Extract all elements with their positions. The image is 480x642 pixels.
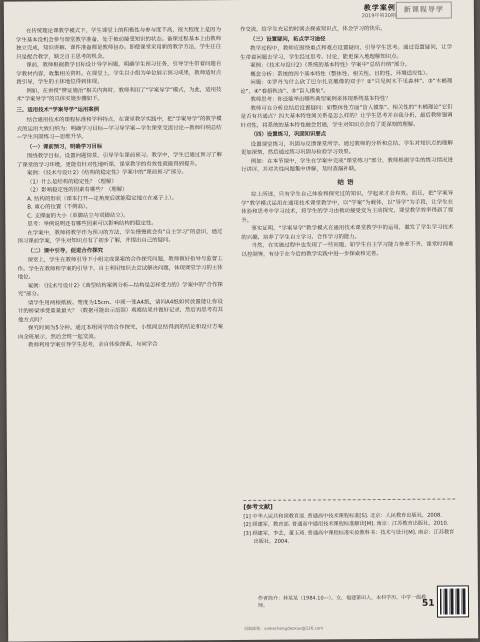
paragraph: 课堂上，学生在教师引导下小组完成课案的合作探究问题，教师做好指导与监督工作。学生在教师和学案的引导下，自主利用知识去尝试解决问题，体现课堂学习的主体地位。 — [17, 256, 223, 281]
left-column — [16, 26, 223, 350]
paragraph: 设置课堂练习，巩固与反馈课堂所学。通过教师的分析和总结，学生对知识点的理解更加深刻，然后通过练习巩固与检验学习效果。 — [240, 140, 453, 156]
references-title: [参考文献] — [243, 503, 273, 511]
journal-logo: 新课程导学 — [396, 2, 452, 19]
page-number: 51 — [421, 598, 435, 609]
issue-label: 2019年第30期 — [361, 12, 396, 20]
paragraph: 案例：《技术与设计2》《结构的稳定性》学案中的“课前预习”部分。 — [26, 169, 187, 177]
paragraph: 案例：《技术与设计2》《典型结构案例分析—结构是怎样受力的》学案中的“合作探究”部分。 — [17, 281, 223, 298]
paragraph: 请学生用两根纸板、宽度为15cm、中间一张A4纸，请问A4纸如何放置能让你设计的桥梁承受重量最大？（数据可能出示范围）观察结果并做好记录，然后再思考有其他方式吗？ — [17, 298, 223, 324]
paragraph: 例如，在讲授“辨证施治”相关内容时，教师利用了“学案导学”模式，为此，适用技术“学案导学”的具体实施步骤如下。 — [16, 86, 222, 103]
qr-code-icon — [438, 586, 468, 616]
paragraph: 在学案中，教师将教学作为预习的方法，学生慢慢就会有“自主学习”的意识，通过预习课前学案，学生对知识点有了初步了解，并提出自己的疑问。 — [17, 228, 223, 245]
option-item: C. 支撑面的大小（单脚站立与双脚站立）。 — [27, 212, 129, 219]
section-heading: 三、适用技术“学案导学”运用案例 — [16, 106, 100, 114]
conclusion-heading: 结语 — [337, 177, 357, 186]
paragraph: 教师利用学案引导学生思考，亲自体验探索，与同学合 — [28, 341, 158, 349]
right-column — [240, 25, 454, 259]
option-item: A. 结构的形状（课本打开—定角度后就能稳定地立在桌子上）。 — [27, 194, 178, 202]
question-item: （2）影响稳定性的因素有哪些？（理解） — [27, 186, 128, 194]
paragraph: 课前，教师根据教学目标设计导学问题，明确学生预习任务，引导学生带着问题自学教材内容，收集相关资料。在课堂上，学生以小组为单位展示预习成果，教师适时点拨引导，学生的主体地位得到体现。 — [16, 61, 222, 86]
journal-section: 教学案例 — [363, 3, 396, 13]
paragraph: 教师可在分析总结后设置疑问：如整体性方面“盲人摸象”、相关性的“木桶理论”它们是否有共通点？四大基本特性间关系是怎么样的？让学生思考并自我分析，最后教师强调针对性，将系统的基本特性融会贯通，学生对知识点会有了更深刻的理解。 — [240, 104, 453, 129]
paragraph: 事实证明，“学案导学”教学模式在通用技术课堂教学中的运用，激发了学生学习技术的兴趣，培养了学生自主学习、合作学习的能力。 — [241, 224, 454, 241]
paragraph: 教师思考：你还能举出哪些典型案例来体现系统基本特性？ — [250, 95, 391, 103]
references — [243, 499, 455, 546]
paragraph: 结合通用技术的课程标准和学科特点，在课堂教学实践中，把“学案导学”的教学模式的运用大致归纳为：明确学习目标—学习导学案—学生课堂交流讨论—教师归纳总结—学生巩固练习—思维升华。 — [16, 116, 222, 141]
paragraph: 思考：举例说明还有哪些因素可以影响结构的稳定性。 — [27, 220, 157, 228]
reference-item: [3] 顾建军，李艺，董玉琦. 普通高中课程标准实验教科书：技术与设计[M]. 南京：江苏教育出版社，2004. — [243, 529, 455, 545]
paragraph: 综上所述，只有学生自己体验和探究过的知识，学起来才会有效。而且，把“学案导学”教学模式运用在通用技术课堂教学中，以“学案”为载体，以“导学”为手段，让学生在体验和思考中学习技术，将学生的学习由被动接受变为主动探究，课堂教学效率得到了提升。 — [241, 190, 454, 224]
page-header — [4, 0, 474, 24]
reference-item: [1] 中华人民共和国教育部. 普通高中技术课程标准[S]. 北京：人民教育出版社，2008. — [243, 512, 443, 521]
paragraph: 当然，在实施过程中也发现了一些问题，如学生自主学习能力参差不齐、课堂时间难以控制等，有待于在今后的教学实践中进一步探索和完善。 — [241, 241, 454, 258]
paragraph: 问题：①罗丹为什么砍了巴尔扎克雕像的双手？②“只见树木不见森林”、③“木桶理论”、④“春捂秋冻”、⑤“盲人摸象”。 — [240, 78, 453, 95]
paragraph: 在传统理论课教学模式下，学生课堂上的积极性与参与度不高，很大程度上是因为学生基本没机会参与课堂教学准备，处于被动接受知识的状态。备课过程基本上由教师独立完成，知识讲解、课件准备都是教师包办。即便课堂采用新的教学方法，学生往往只是配合教学，缺乏自主思考的机会。 — [16, 27, 222, 61]
author-bio: 作者简介：林某某（1984.10—），女，福建莆田人，本科学历，中学一级教师。 — [257, 594, 427, 609]
subsection-heading: （四）设置练习，巩固知识要点 — [250, 131, 327, 138]
reference-item: [2] 顾建军，教育部. 普通高中通用技术课程标准解读[M]. 南京：江苏教育出版社，2010. — [243, 520, 449, 529]
subsection-heading: （二）课中引导，促进合作探究 — [27, 247, 104, 254]
paragraph: 教学过程中，教师应围绕重点和难点设置疑问，引导学生思考。通过设置疑问，让学生带着问题去学习，学生经过思考、讨论，能更深入地理解知识点。 — [240, 44, 453, 61]
paragraph: 概念分析：系统的四个基本特性（整体性、相关性、目的性、环境适应性）。 — [250, 70, 431, 78]
footer-note: 投稿邮箱：xinkechengdaoxue@126.com — [244, 625, 324, 631]
paragraph: 案例：《技术与设计2》《系统的基本特性》学案中“总结归纳”部分。 — [250, 61, 411, 69]
paragraph: 例如：在本节课中，学生在学案中完成“课堂练习”部分，教师根据学生的练习情况进行讲评，并对共性问题集中讲解，及时查漏补缺。 — [240, 157, 453, 173]
journal-page — [4, 0, 478, 642]
subsection-heading: （三）设置疑问，拓点学习途径 — [250, 35, 326, 43]
paragraph: 探究时间为5分钟。通过本组同学的合作探究，小组间总结得到的结论和设计方案向全班展示，然后全班一起交流。 — [18, 324, 224, 341]
subsection-heading: （一）课前预习，明确学习目标 — [26, 143, 103, 150]
option-item: B. 重心的位置（不倒翁）。 — [27, 204, 91, 211]
paragraph: 作交流，给学生充足的时间去探索知识点，体会学习的快乐。 — [239, 25, 386, 34]
paragraph: 围绕教学目标，设置问题情景，引导学生课前预习。教学中，学生已通过预习了解了课堂的学习环境，更能有针对性地听课，课堂教学的有效性就能得到提升。 — [16, 152, 222, 169]
question-item: （1）什么是结构的稳定性？（理解） — [27, 178, 117, 185]
